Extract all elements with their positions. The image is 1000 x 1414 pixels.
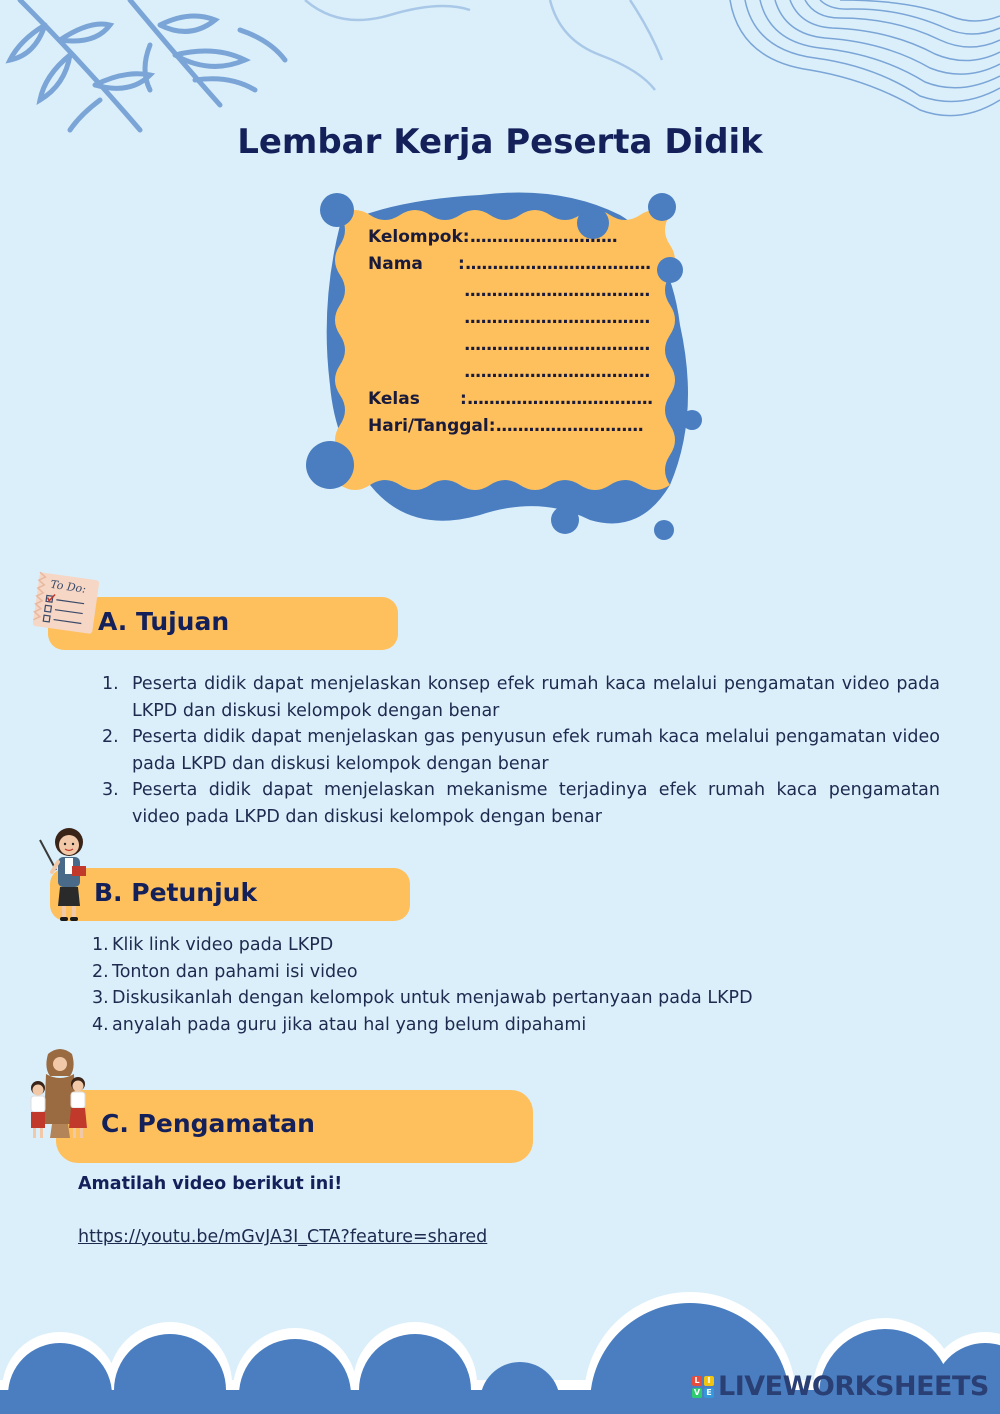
contour-decoration-icon xyxy=(720,0,1000,120)
pengamatan-instruction: Amatilah video berikut ini! xyxy=(78,1174,343,1194)
nama-blank-3: .................................. xyxy=(464,308,650,328)
hari-tanggal-field[interactable] xyxy=(368,413,652,440)
petunjuk-list xyxy=(92,932,932,1038)
video-link[interactable]: https://youtu.be/mGvJA3I_CTA?feature=shared xyxy=(78,1227,488,1247)
kelas-field[interactable] xyxy=(368,386,652,413)
wave-lines-decoration-icon xyxy=(300,0,670,95)
hari-tanggal-label: Hari/Tanggal: xyxy=(368,416,496,436)
teacher-icon xyxy=(36,826,92,924)
teacher-students-icon xyxy=(28,1046,92,1144)
nama-field[interactable] xyxy=(368,251,652,278)
brand-name: LIVEWORKSHEETS xyxy=(718,1371,989,1402)
todo-note-label: To Do: xyxy=(49,577,87,596)
pengamatan-title: C. Pengamatan xyxy=(101,1109,315,1138)
list-item: 2. Tonton dan pahami isi video xyxy=(92,961,358,982)
kelompok-label: Kelompok: xyxy=(368,227,470,247)
nama-line-3[interactable] xyxy=(368,305,652,332)
todo-note-icon xyxy=(28,570,103,636)
kelas-label: Kelas xyxy=(368,389,420,409)
nama-blank-2: .................................. xyxy=(464,281,650,301)
liveworksheets-logo-icon: L I V E xyxy=(692,1376,714,1398)
liveworksheets-brand[interactable] xyxy=(692,1371,989,1402)
list-item: 2. Peserta didik dapat menjelaskan gas penyusun efek rumah kaca melalui pengamatan video pada LKPD dan diskusi kelompok dengan benar xyxy=(102,727,940,774)
identity-fields xyxy=(368,224,652,440)
nama-label: Nama xyxy=(368,254,423,274)
petunjuk-title: B. Petunjuk xyxy=(94,878,258,907)
leaf-decoration-icon xyxy=(0,0,290,140)
kelompok-blank: ........................... xyxy=(469,227,617,247)
kelompok-field[interactable] xyxy=(368,224,652,251)
list-item: 3. Peserta didik dapat menjelaskan mekanisme terjadinya efek rumah kaca pengamatan video pada LKPD dan diskusi kelompok dengan benar xyxy=(102,780,940,827)
list-item: 4. anyalah pada guru jika atau hal yang belum dipahami xyxy=(92,1014,587,1035)
tujuan-title: A. Tujuan xyxy=(98,607,230,636)
nama-line-5[interactable] xyxy=(368,359,652,386)
nama-line-4[interactable] xyxy=(368,332,652,359)
page-title: Lembar Kerja Peserta Didik xyxy=(237,122,763,162)
list-item: 3. Diskusikanlah dengan kelompok untuk menjawab pertanyaan pada LKPD xyxy=(92,988,753,1008)
kelas-blank: .................................. xyxy=(466,389,653,409)
nama-blank-1: .................................. xyxy=(464,254,651,274)
list-item: 1. Peserta didik dapat menjelaskan konsep efek rumah kaca melalui pengamatan video pada LKPD dan diskusi kelompok dengan benar xyxy=(102,674,940,721)
nama-blank-5: .................................. xyxy=(464,362,650,382)
nama-colon: : xyxy=(458,254,465,274)
tujuan-list xyxy=(102,671,940,830)
nama-line-2[interactable] xyxy=(368,278,652,305)
kelas-colon: : xyxy=(460,389,467,409)
hari-tanggal-blank: ........................... xyxy=(495,416,643,436)
nama-blank-4: .................................. xyxy=(464,335,650,355)
list-item: 1. Klik link video pada LKPD xyxy=(92,935,334,955)
